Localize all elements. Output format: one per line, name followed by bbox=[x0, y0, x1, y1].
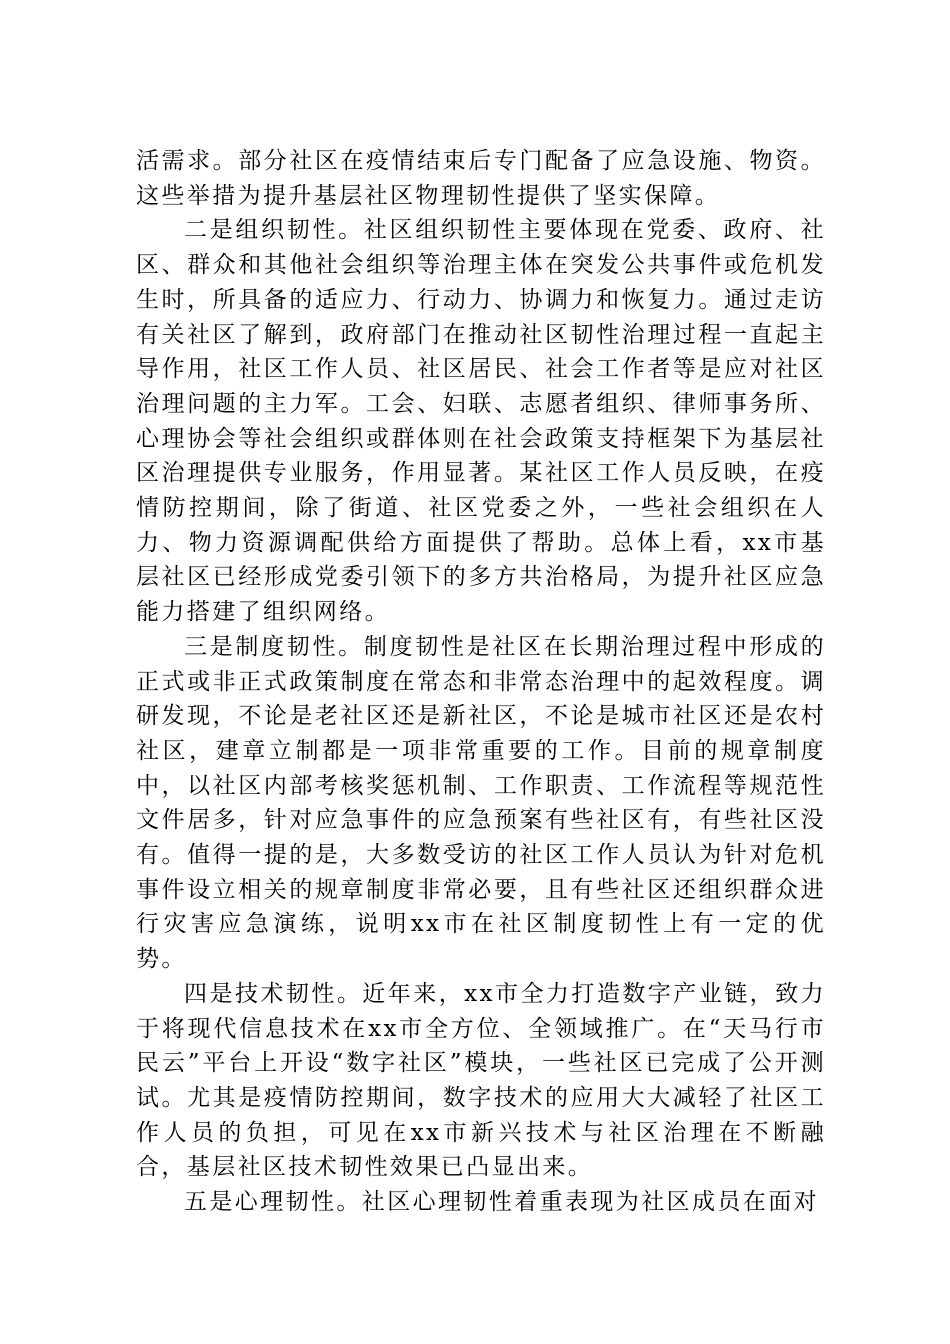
paragraph-technical-resilience: 四是技术韧性。近年来，xx市全力打造数字产业链，致力于将现代信息技术在xx市全方位、全领域推广。在“天马行市民云”平台上开设“数字社区”模块，一些社区已完成了公开测试。尤其是疫情防控期间，数字技术的应用大大减轻了社区工作人员的负担，可见在xx市新兴技术与社区治理在不断融合，基层社区技术韧性效果已凸显出来。 bbox=[136, 980, 826, 1181]
document-body bbox=[136, 144, 826, 1220]
paragraph-psychological-resilience: 五是心理韧性。社区心理韧性着重表现为社区成员在面对 bbox=[184, 1189, 819, 1216]
paragraph-continuation: 活需求。部分社区在疫情结束后专门配备了应急设施、物资。这些举措为提升基层社区物理韧性提供了坚实保障。 bbox=[136, 148, 826, 209]
paragraph-organizational-resilience: 二是组织韧性。社区组织韧性主要体现在党委、政府、社区、群众和其他社会组织等治理主体在突发公共事件或危机发生时，所具备的适应力、行动力、协调力和恢复力。通过走访有关社区了解到，政府部门在推动社区韧性治理过程一直起主导作用，社区工作人员、社区居民、社会工作者等是应对社区治理问题的主力军。工会、妇联、志愿者组织、律师事务所、心理协会等社会组织或群体则在社会政策支持框架下为基层社区治理提供专业服务，作用显著。某社区工作人员反映，在疫情防控期间，除了街道、社区党委之外，一些社会组织在人力、物力资源调配供给方面提供了帮助。总体上看，xx市基层社区已经形成党委引领下的多方共治格局，为提升社区应急能力搭建了组织网络。 bbox=[136, 217, 826, 626]
paragraph-institutional-resilience: 三是制度韧性。制度韧性是社区在长期治理过程中形成的正式或非正式政策制度在常态和非常态治理中的起效程度。调研发现，不论是老社区还是新社区，不论是城市社区还是农村社区，建章立制都是一项非常重要的工作。目前的规章制度中，以社区内部考核奖惩机制、工作职责、工作流程等规范性文件居多，针对应急事件的应急预案有些社区有，有些社区没有。值得一提的是，大多数受访的社区工作人员认为针对危机事件设立相关的规章制度非常必要，且有些社区还组织群众进行灾害应急演练，说明xx市在社区制度韧性上有一定的优势。 bbox=[136, 633, 826, 973]
